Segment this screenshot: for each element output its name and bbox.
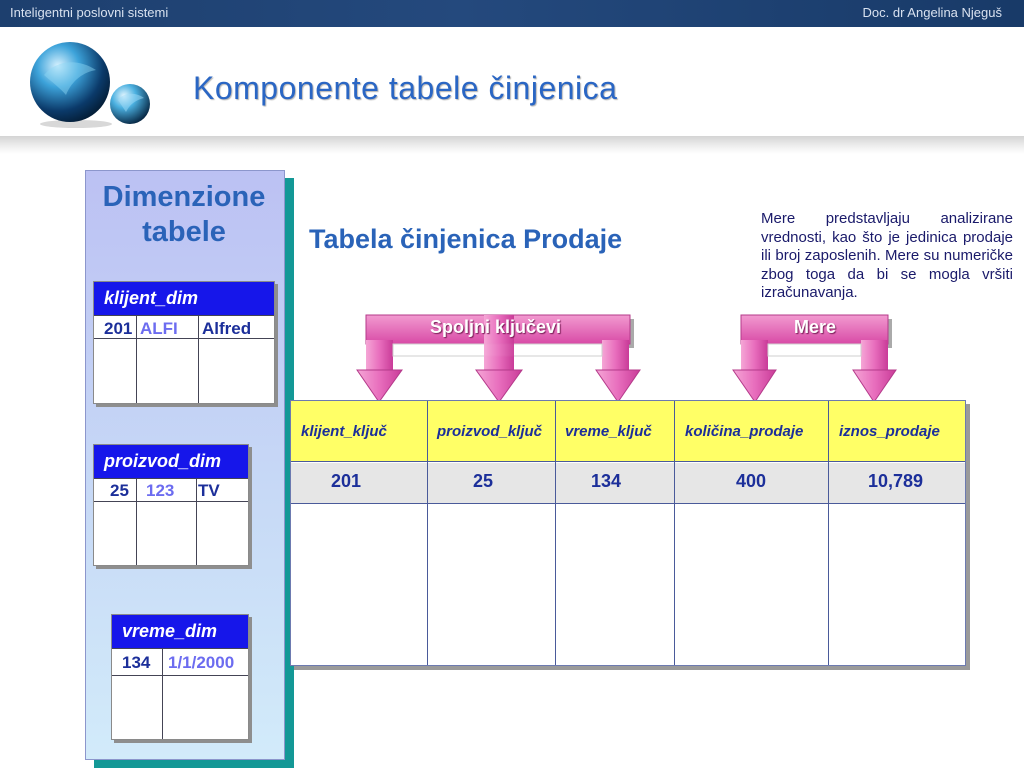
klijent-dim-header: klijent_dim xyxy=(94,282,274,315)
cell-iznos-prodaje: 10,789 xyxy=(868,471,924,491)
slide-title: Komponente tabele činjenica xyxy=(193,70,618,106)
measures-description: Mere predstavljaju analizirane vrednosti, kao što je jedinica prodaje ili broj zaposlenih. Mere su numeričke zbog toga da bi se mogla vršiti izračunavanja. xyxy=(761,210,1013,301)
fact-table xyxy=(290,400,966,666)
column-header-iznos-prodaje: iznos_prodaje xyxy=(839,423,940,440)
fact-value-row xyxy=(291,463,965,503)
column-header-klijent-kljuc: klijent_ključ xyxy=(301,423,387,440)
fact-table-title: Tabela činjenica Prodaje xyxy=(309,224,623,254)
klijent-code-value: ALFI xyxy=(140,319,178,338)
course-name: Inteligentni poslovni sistemi xyxy=(10,5,169,20)
cell-kolicina-prodaje: 400 xyxy=(736,471,767,491)
arrow-down-icon xyxy=(733,370,896,402)
column-header-kolicina-prodaje: količina_prodaje xyxy=(685,423,804,440)
table-divider xyxy=(427,401,428,665)
foreign-keys-label: Spoljni ključevi xyxy=(430,317,562,337)
proizvod-key-value: 25 xyxy=(110,481,129,500)
column-header-proizvod-kljuc: proizvod_ključ xyxy=(437,423,543,440)
dimension-title-line2: tabele xyxy=(142,216,226,248)
table-divider xyxy=(828,401,829,665)
table-divider xyxy=(291,503,965,504)
proizvod-code-value: 123 xyxy=(146,481,175,500)
table-divider xyxy=(555,401,556,665)
author-name: Doc. dr Angelina Njeguš xyxy=(862,5,1002,20)
table-divider xyxy=(291,461,965,462)
proizvod-dim-header: proizvod_dim xyxy=(94,445,248,478)
arrow-down-icon xyxy=(357,370,640,402)
table-divider xyxy=(674,401,675,665)
vreme-date-value: 1/1/2000 xyxy=(168,653,235,672)
proizvod-name-value: TV xyxy=(198,481,220,500)
vreme-dim-header: vreme_dim xyxy=(112,615,248,648)
measures-label: Mere xyxy=(794,317,837,337)
dimension-title-line1: Dimenzione xyxy=(102,181,266,213)
column-header-vreme-kljuc: vreme_ključ xyxy=(565,423,652,440)
cell-vreme-kljuc: 134 xyxy=(591,471,622,491)
klijent-key-value: 201 xyxy=(104,319,133,338)
cell-proizvod-kljuc: 25 xyxy=(473,471,494,491)
cell-klijent-kljuc: 201 xyxy=(331,471,362,491)
klijent-name-value: Alfred xyxy=(202,319,252,338)
vreme-key-value: 134 xyxy=(122,653,151,672)
